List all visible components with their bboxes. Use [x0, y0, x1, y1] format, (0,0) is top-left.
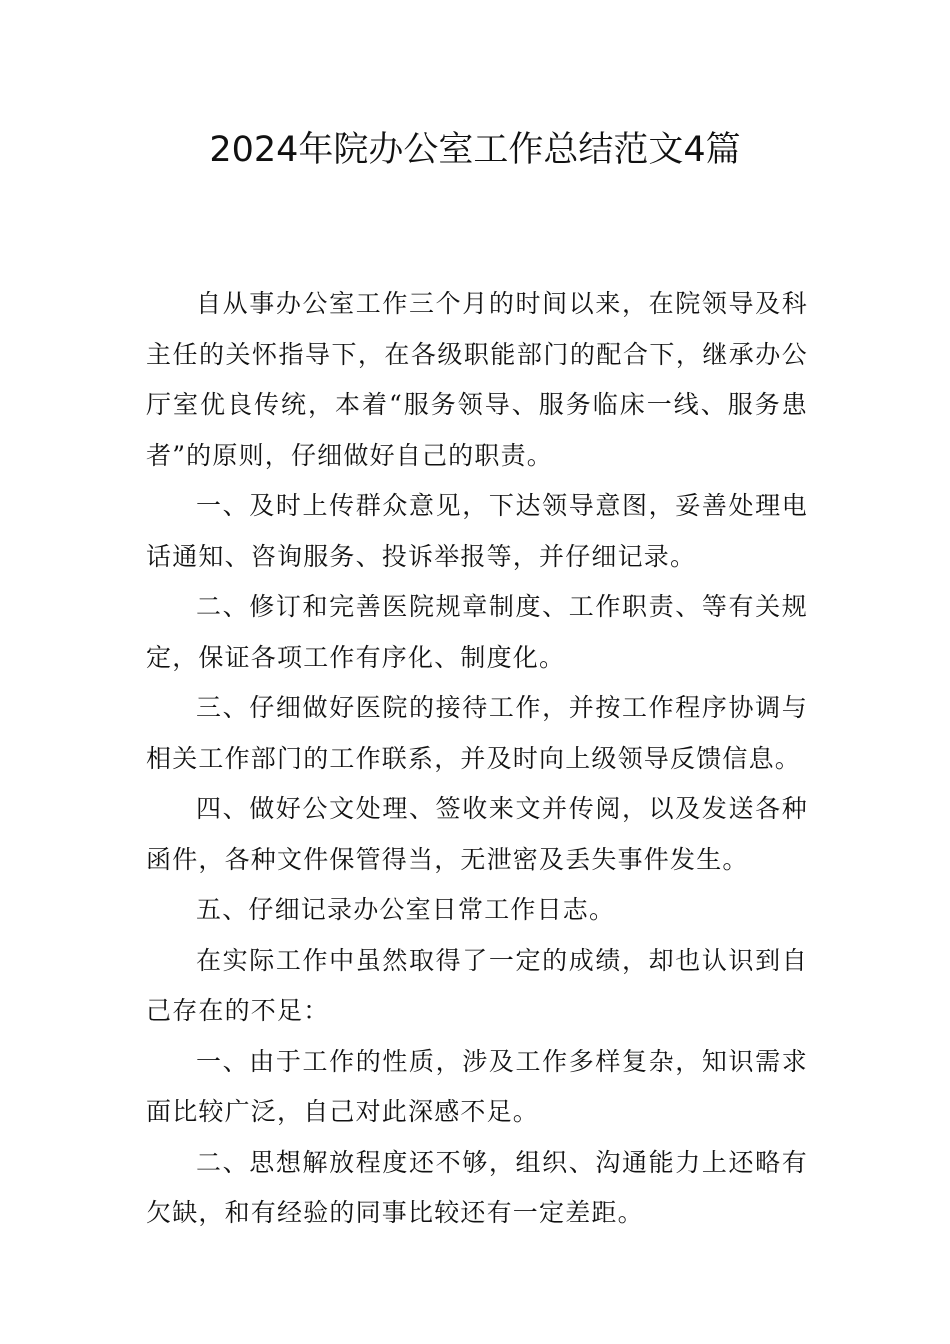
- paragraph-shortcomings-intro: 在实际工作中虽然取得了一定的成绩，却也认识到自己存在的不足：: [146, 945, 808, 1025]
- paragraph-item-2: 二、修订和完善医院规章制度、工作职责、等有关规定，保证各项工作有序化、制度化。: [146, 592, 808, 672]
- paragraph-item-3: 三、仔细做好医院的接待工作，并按工作程序协调与相关工作部门的工作联系，并及时向上级领导反馈信息。: [146, 693, 808, 773]
- paragraph-intro: 自从事办公室工作三个月的时间以来，在院领导及科主任的关怀指导下，在各级职能部门的配合下，继承办公厅室优良传统，本着“服务领导、服务临床一线、服务患者”的原则，仔细做好自己的职责。: [146, 289, 808, 470]
- paragraph-shortcoming-1: 一、由于工作的性质，涉及工作多样复杂，知识需求面比较广泛，自己对此深感不足。: [146, 1046, 808, 1126]
- paragraph-item-5: 五、仔细记录办公室日常工作日志。: [196, 895, 616, 924]
- document-body: [146, 279, 808, 1239]
- paragraph-shortcoming-2: 二、思想解放程度还不够，组织、沟通能力上还略有欠缺，和有经验的同事比较还有一定差距。: [146, 1147, 808, 1227]
- paragraph-item-4: 四、做好公文处理、签收来文并传阅，以及发送各种函件，各种文件保管得当，无泄密及丢失事件发生。: [146, 794, 808, 874]
- document-title: 2024年院办公室工作总结范文4篇: [209, 130, 741, 170]
- paragraph-item-1: 一、及时上传群众意见，下达领导意图，妥善处理电话通知、咨询服务、投诉举报等，并仔细记录。: [146, 491, 808, 571]
